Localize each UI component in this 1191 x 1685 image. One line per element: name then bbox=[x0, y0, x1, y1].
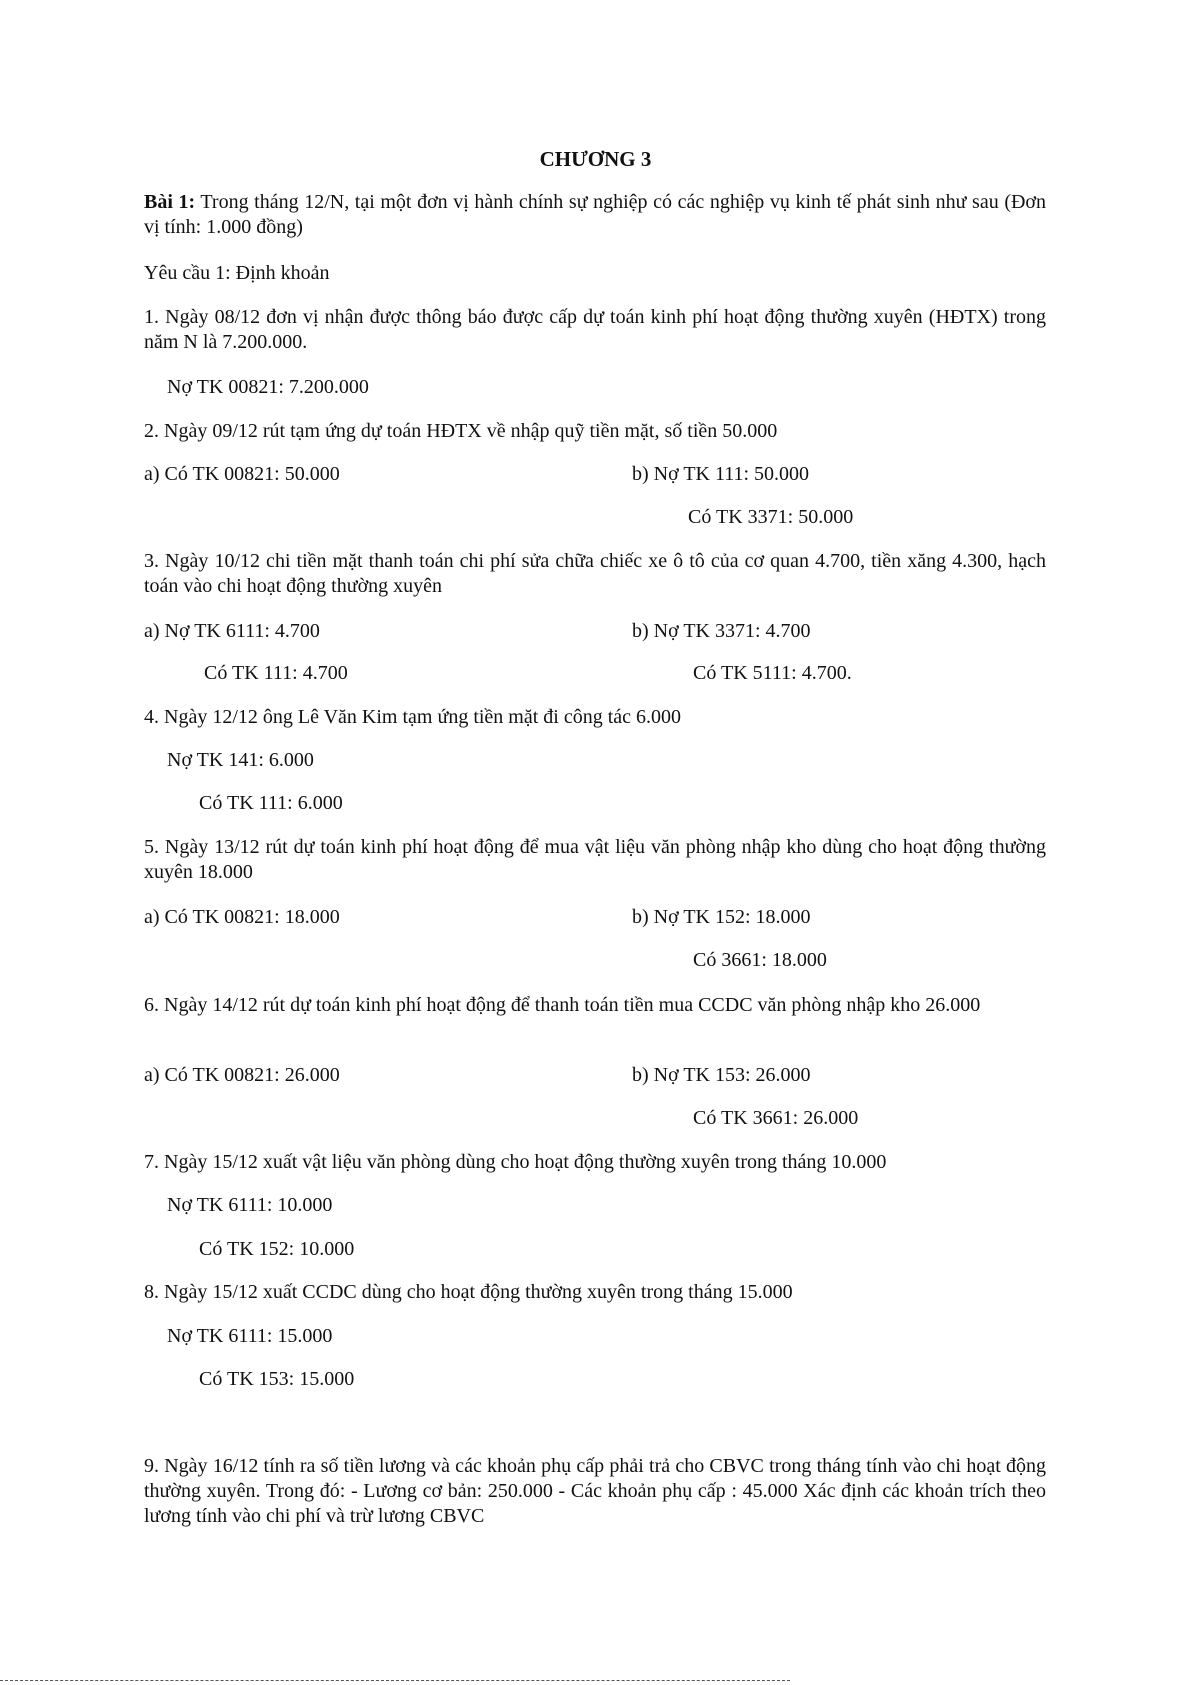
entry-7-credit: Có TK 152: 10.000 bbox=[199, 1238, 355, 1260]
transaction-4: 4. Ngày 12/12 ông Lê Văn Kim tạm ứng tiền mặt đi công tác 6.000 bbox=[144, 706, 682, 728]
requirement-line: Yêu cầu 1: Định khoản bbox=[144, 262, 330, 284]
transaction-5: 5. Ngày 13/12 rút dự toán kinh phí hoạt động để mua vật liệu văn phòng nhập kho dùng cho hoạt động thường xuyên 18.000 bbox=[144, 836, 1046, 883]
entry-3b-debit: b) Nợ TK 3371: 4.700 bbox=[632, 620, 811, 642]
transaction-6: 6. Ngày 14/12 rút dự toán kinh phí hoạt động để thanh toán tiền mua CCDC văn phòng nhập kho 26.000 bbox=[144, 994, 981, 1016]
entry-3a-debit: a) Nợ TK 6111: 4.700 bbox=[144, 620, 320, 642]
page-bottom-rule bbox=[0, 1680, 790, 1681]
entry-4-credit: Có TK 111: 6.000 bbox=[199, 792, 343, 814]
entry-8-debit: Nợ TK 6111: 15.000 bbox=[167, 1325, 333, 1347]
entry-2a: a) Có TK 00821: 50.000 bbox=[144, 463, 340, 485]
exercise-label: Bài 1: bbox=[144, 191, 196, 213]
transaction-2: 2. Ngày 09/12 rút tạm ứng dự toán HĐTX về nhập quỹ tiền mặt, số tiền 50.000 bbox=[144, 420, 778, 442]
entry-6b-debit: b) Nợ TK 153: 26.000 bbox=[632, 1064, 811, 1086]
transaction-3: 3. Ngày 10/12 chi tiền mặt thanh toán chi phí sửa chữa chiếc xe ô tô của cơ quan 4.700, tiền xăng 4.300, hạch toán vào chi hoạt động thường xuyên bbox=[144, 550, 1046, 597]
exercise-intro bbox=[144, 190, 1046, 240]
entry-3a-credit: Có TK 111: 4.700 bbox=[204, 662, 348, 684]
transaction-9: 9. Ngày 16/12 tính ra số tiền lương và các khoản phụ cấp phải trả cho CBVC trong tháng tính vào chi hoạt động thường xuyên. Trong đó: - Lương cơ bản: 250.000 - Các khoản phụ cấp : 45.000 Xác định các khoản trích theo lương tính vào chi phí và trừ lương CBVC bbox=[144, 1455, 1046, 1527]
transaction-7: 7. Ngày 15/12 xuất vật liệu văn phòng dùng cho hoạt động thường xuyên trong tháng 10.000 bbox=[144, 1151, 887, 1173]
entry-2b-debit: b) Nợ TK 111: 50.000 bbox=[632, 463, 810, 485]
entry-7-debit: Nợ TK 6111: 10.000 bbox=[167, 1194, 333, 1216]
entry-5b-credit: Có 3661: 18.000 bbox=[693, 949, 827, 971]
entry-3b-credit: Có TK 5111: 4.700. bbox=[693, 662, 852, 684]
entry-2b-credit: Có TK 3371: 50.000 bbox=[688, 506, 854, 528]
transaction-8: 8. Ngày 15/12 xuất CCDC dùng cho hoạt động thường xuyên trong tháng 15.000 bbox=[144, 1281, 793, 1303]
entry-6a: a) Có TK 00821: 26.000 bbox=[144, 1064, 340, 1086]
entry-4-debit: Nợ TK 141: 6.000 bbox=[167, 749, 314, 771]
transaction-1: 1. Ngày 08/12 đơn vị nhận được thông báo được cấp dự toán kinh phí hoạt động thường xuyên (HĐTX) trong năm N là 7.200.000. bbox=[144, 306, 1046, 353]
exercise-intro-text: Trong tháng 12/N, tại một đơn vị hành chính sự nghiệp có các nghiệp vụ kinh tế phát sinh như sau (Đơn vị tính: 1.000 đồng) bbox=[144, 191, 1046, 238]
entry-5a: a) Có TK 00821: 18.000 bbox=[144, 906, 340, 928]
entry-1-debit: Nợ TK 00821: 7.200.000 bbox=[167, 376, 369, 398]
entry-6b-credit: Có TK 3661: 26.000 bbox=[693, 1107, 859, 1129]
entry-8-credit: Có TK 153: 15.000 bbox=[199, 1368, 355, 1390]
entry-5b-debit: b) Nợ TK 152: 18.000 bbox=[632, 906, 811, 928]
chapter-title: CHƯƠNG 3 bbox=[539, 147, 652, 171]
